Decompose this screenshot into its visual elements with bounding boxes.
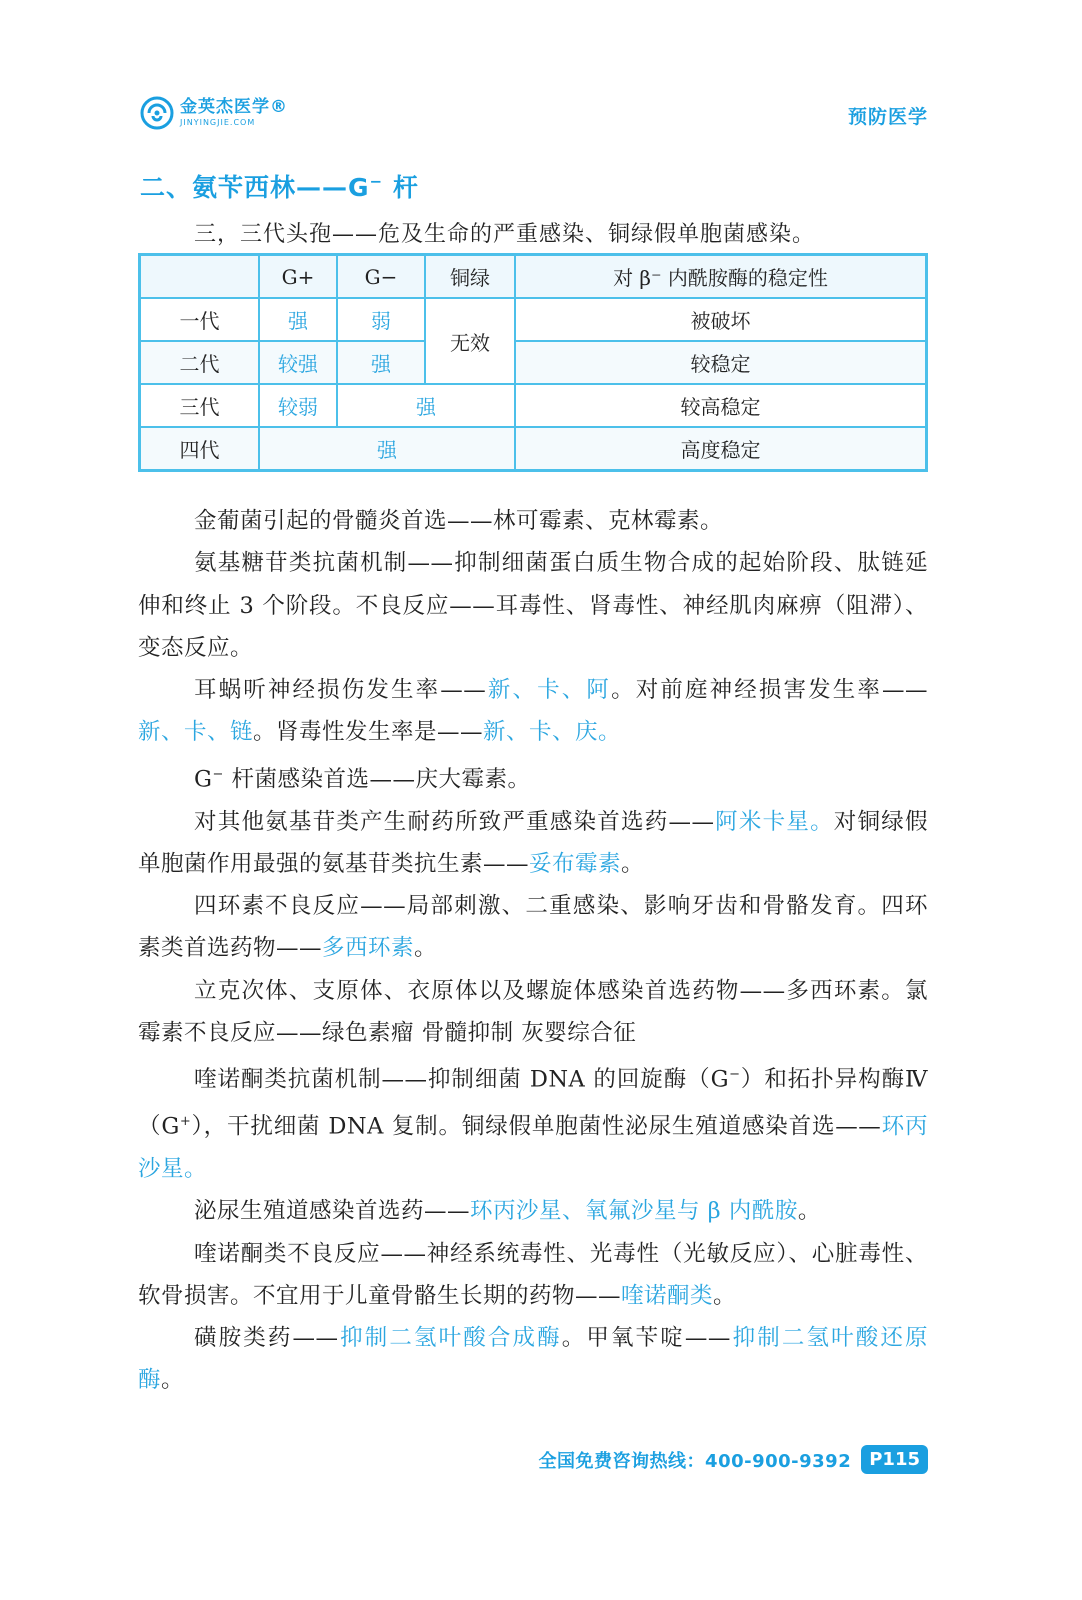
generation-cell: 一代 — [140, 298, 260, 341]
paragraph: 喹诺酮类不良反应——神经系统毒性、光毒性（光敏反应）、心脏毒性、软骨损害。不宜用于儿童骨骼生长期的药物——喹诺酮类。 — [138, 1240, 928, 1309]
paragraph: 对其他氨基苷类产生耐药所致严重感染首选药——阿米卡星。对铜绿假单胞菌作用最强的氨基苷类抗生素——妥布霉素。 — [138, 808, 928, 877]
stability-cell: 较稳定 — [515, 341, 927, 384]
hotline-text: 全国免费咨询热线：400-900-9392 — [538, 1450, 852, 1472]
logo-chinese-name: 金英杰医学® — [180, 97, 288, 117]
paragraph: 立克次体、支原体、衣原体以及螺旋体感染首选药物——多西环素。氯霉素不良反应——绿色素瘤 骨髓抑制 灰婴综合征 — [138, 977, 928, 1047]
gpos-cell: 强 — [259, 298, 337, 341]
section-title: 二、氨苄西林——G− 杆 — [140, 172, 419, 202]
stability-cell: 高度稳定 — [515, 427, 927, 471]
table-header-cell: G− — [337, 255, 425, 299]
paragraph: 四环素不良反应——局部刺激、二重感染、影响牙齿和骨骼发育。四环素类首选药物——多西环素。 — [138, 893, 928, 962]
generation-cell: 三代 — [140, 384, 260, 427]
paragraph: G− 杆菌感染首选——庆大霉素。 — [194, 766, 531, 793]
paragraph: 泌尿生殖道感染首选药——环丙沙星、氧氟沙星与 β 内酰胺。 — [194, 1198, 821, 1225]
table-row — [140, 427, 927, 471]
table-header-cell: G+ — [259, 255, 337, 299]
table-header-cell: 铜绿 — [425, 255, 515, 299]
page-number-badge: P115 — [861, 1445, 928, 1474]
cephalosporin-generation-table — [138, 253, 928, 472]
activity-cell: 强 — [259, 427, 515, 471]
logo — [140, 96, 288, 130]
chapter-title: 预防医学 — [847, 106, 928, 128]
paragraph: 耳蜗听神经损伤发生率——新、卡、阿。对前庭神经损害发生率——新、卡、链。肾毒性发生率是——新、卡、庆。 — [138, 677, 928, 746]
gpos-cell: 较弱 — [259, 384, 337, 427]
paragraph: 喹诺酮类抗菌机制——抑制细菌 DNA 的回旋酶（G−）和拓扑异构酶Ⅳ（G+），干扰细菌 DNA 复制。铜绿假单胞菌性泌尿生殖道感染首选——环丙沙星。 — [138, 1066, 928, 1182]
table-row — [140, 384, 927, 427]
page-footer — [539, 1445, 928, 1474]
gneg-pseudomonas-cell: 强 — [337, 384, 515, 427]
page-header — [140, 96, 928, 136]
pseudomonas-cell: 无效 — [425, 298, 515, 384]
logo-english-name: JINYINGJIE.COM — [180, 118, 256, 127]
paragraph: 金葡菌引起的骨髓炎首选——林可霉素、克林霉素。 — [194, 508, 724, 534]
body-text — [138, 500, 928, 1402]
table-row — [140, 298, 927, 341]
table-header-cell — [140, 255, 260, 299]
gneg-cell: 弱 — [337, 298, 425, 341]
table-header-cell: 对 β⁻ 内酰胺酶的稳定性 — [515, 255, 927, 299]
gneg-cell: 强 — [337, 341, 425, 384]
stability-cell: 被破坏 — [515, 298, 927, 341]
generation-cell: 四代 — [140, 427, 260, 471]
logo-swirl-icon — [140, 96, 174, 130]
generation-cell: 二代 — [140, 341, 260, 384]
paragraph: 磺胺类药——抑制二氢叶酸合成酶。甲氧苄啶——抑制二氢叶酸还原酶。 — [138, 1325, 928, 1394]
table-row — [140, 341, 927, 384]
gpos-cell: 较强 — [259, 341, 337, 384]
paragraph: 氨基糖苷类抗菌机制——抑制细菌蛋白质生物合成的起始阶段、肽链延伸和终止 3 个阶段。不良反应——耳毒性、肾毒性、神经肌肉麻痹（阻滞）、变态反应。 — [138, 550, 928, 661]
stability-cell: 较高稳定 — [515, 384, 927, 427]
table-header-row — [140, 255, 927, 299]
intro-line: 三，三代头孢——危及生命的严重感染、铜绿假单胞菌感染。 — [194, 222, 816, 247]
